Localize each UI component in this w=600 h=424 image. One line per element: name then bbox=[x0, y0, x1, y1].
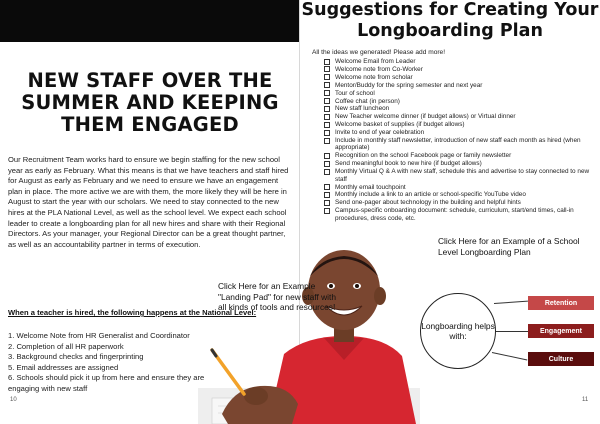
checkbox-icon[interactable] bbox=[324, 114, 330, 120]
hire-step: 5. Email addresses are assigned bbox=[8, 362, 119, 372]
checklist-item bbox=[324, 113, 600, 120]
hire-step: 1. Welcome Note from HR Generalist and Coordinator bbox=[8, 331, 190, 340]
right-page-title bbox=[300, 0, 600, 41]
title-line-3: SUMMER AND KEEPING bbox=[21, 91, 279, 114]
checkbox-icon[interactable] bbox=[324, 169, 330, 175]
checklist-item bbox=[324, 90, 600, 97]
checkbox-icon[interactable] bbox=[324, 74, 330, 80]
checkbox-icon[interactable] bbox=[324, 98, 330, 104]
hire-step: 3. Background checks and fingerprinting bbox=[8, 352, 144, 361]
checklist-item bbox=[324, 184, 600, 191]
checklist-label: Send one-pager about technology in the building and helpful hints bbox=[335, 199, 521, 207]
intro-paragraph: Our Recruitment Team works hard to ensure we begin staffing for the new school year as early as February. What this means is that we have teachers and staff hired for August as early as February and we need to ensure we have an engagement plan in place. The more active we are with them, the more likely they will be here in August to start the year with our scholars. We need to stay connected to the new hires at the PLA National Level, as well as the school level. We expect each school leader to create a longboarding plan for all new hires and share with their Regional Directors. As your manager, your Regional Director can be a great thought partner, as well as an accountability partner in terms of execution. bbox=[8, 155, 289, 249]
checkbox-icon[interactable] bbox=[324, 106, 330, 112]
checklist-label: Include in monthly staff newsletter, introduction of new staff each month as hired (when appropriate) bbox=[335, 137, 581, 152]
checklist-label: New Teacher welcome dinner (if budget allows) or Virtual dinner bbox=[335, 113, 516, 121]
checklist-item bbox=[324, 191, 600, 198]
checkbox-icon[interactable] bbox=[324, 192, 330, 198]
checklist-item bbox=[324, 137, 600, 152]
checkbox-icon[interactable] bbox=[324, 122, 330, 128]
checklist-item bbox=[324, 160, 600, 167]
checklist-label: Mentor/Buddy for the spring semester and next year bbox=[335, 81, 483, 89]
hire-step: 2. Completion of all HR paperwork bbox=[8, 341, 124, 351]
checklist-item bbox=[324, 207, 600, 222]
checklist-label: Tour of school bbox=[335, 89, 375, 97]
ideas-intro: All the ideas we generated! Please add more! bbox=[312, 49, 446, 56]
checkbox-icon[interactable] bbox=[324, 59, 330, 65]
title-line-1: LONGBOARDING OUR bbox=[32, 47, 268, 70]
checklist-item bbox=[324, 168, 600, 183]
checklist-item bbox=[324, 105, 600, 112]
checklist-label: Recognition on the school Facebook page or family newsletter bbox=[335, 152, 512, 160]
student-photo bbox=[198, 238, 420, 424]
title-line-4: THEM ENGAGED bbox=[61, 113, 239, 136]
checklist-label: Monthly Virtual Q & A with new staff, schedule this and advertise to stay connected to new staff bbox=[335, 168, 590, 183]
page-number-right: 11 bbox=[582, 397, 589, 403]
left-page-title bbox=[4, 48, 296, 136]
checklist-item bbox=[324, 66, 600, 73]
hire-steps-list bbox=[8, 331, 208, 394]
checklist-label: Campus-specific onboarding document: schedule, curriculum, start/end times, call-in procedures, dress code, etc. bbox=[335, 207, 574, 222]
checkbox-icon[interactable] bbox=[324, 208, 330, 214]
checklist-item bbox=[324, 74, 600, 81]
checklist-item bbox=[324, 82, 600, 89]
checklist-label: Coffee chat (in person) bbox=[335, 97, 400, 105]
checklist-label: Welcome basket of supplies (if budget allows) bbox=[335, 121, 465, 129]
checklist-label: Monthly include a link to an article or school-specific YouTube video bbox=[335, 191, 526, 199]
benefit-engagement: Engagement bbox=[528, 324, 594, 338]
checkbox-icon[interactable] bbox=[324, 138, 330, 144]
checklist-label: Invite to end of year celebration bbox=[335, 129, 425, 137]
checklist-label: Send meaningful book to new hire (if budget allows) bbox=[335, 160, 482, 168]
checkbox-icon[interactable] bbox=[324, 90, 330, 96]
suggestions-checklist bbox=[324, 58, 600, 223]
checklist-label: Welcome note from scholar bbox=[335, 73, 413, 81]
page-number-left: 10 bbox=[10, 397, 17, 403]
checklist-label: Welcome Email from Leader bbox=[335, 58, 416, 65]
right-title-line-1: Suggestions for Creating Your bbox=[301, 0, 599, 20]
right-title-line-2: Longboarding Plan bbox=[357, 20, 543, 41]
checklist-item bbox=[324, 199, 600, 206]
benefit-retention: Retention bbox=[528, 296, 594, 310]
title-band bbox=[0, 0, 300, 42]
hire-heading: When a teacher is hired, the following happens at the National Level: bbox=[8, 308, 257, 317]
checklist-label: New staff luncheon bbox=[335, 105, 390, 113]
checklist-item bbox=[324, 121, 600, 128]
landing-pad-link[interactable]: Click Here for an Example "Landing Pad" for new staff with all kinds of tools and resources! bbox=[218, 281, 336, 312]
connector-line bbox=[496, 331, 528, 332]
example-plan-link[interactable]: Click Here for an Example of a School Level Longboarding Plan bbox=[438, 236, 580, 257]
helps-with-label: Longboarding helps with: bbox=[421, 320, 495, 341]
checklist-item bbox=[324, 98, 600, 105]
checkbox-icon[interactable] bbox=[324, 184, 330, 190]
checkbox-icon[interactable] bbox=[324, 82, 330, 88]
checklist-label: Welcome note from Co-Worker bbox=[335, 65, 423, 73]
checkbox-icon[interactable] bbox=[324, 153, 330, 159]
benefit-culture: Culture bbox=[528, 352, 594, 366]
checkbox-icon[interactable] bbox=[324, 161, 330, 167]
title-line-2: NEW STAFF OVER THE bbox=[27, 69, 273, 92]
checklist-item bbox=[324, 152, 600, 159]
checkbox-icon[interactable] bbox=[324, 130, 330, 136]
checklist-label: Monthly email touchpoint bbox=[335, 183, 406, 191]
checklist-item bbox=[324, 58, 600, 65]
checkbox-icon[interactable] bbox=[324, 66, 330, 72]
checklist-item bbox=[324, 129, 600, 136]
helps-with-circle bbox=[420, 293, 496, 369]
checkbox-icon[interactable] bbox=[324, 200, 330, 206]
hire-step: 6. Schools should pick it up from here and ensure they are engaging with new staff bbox=[8, 373, 205, 393]
